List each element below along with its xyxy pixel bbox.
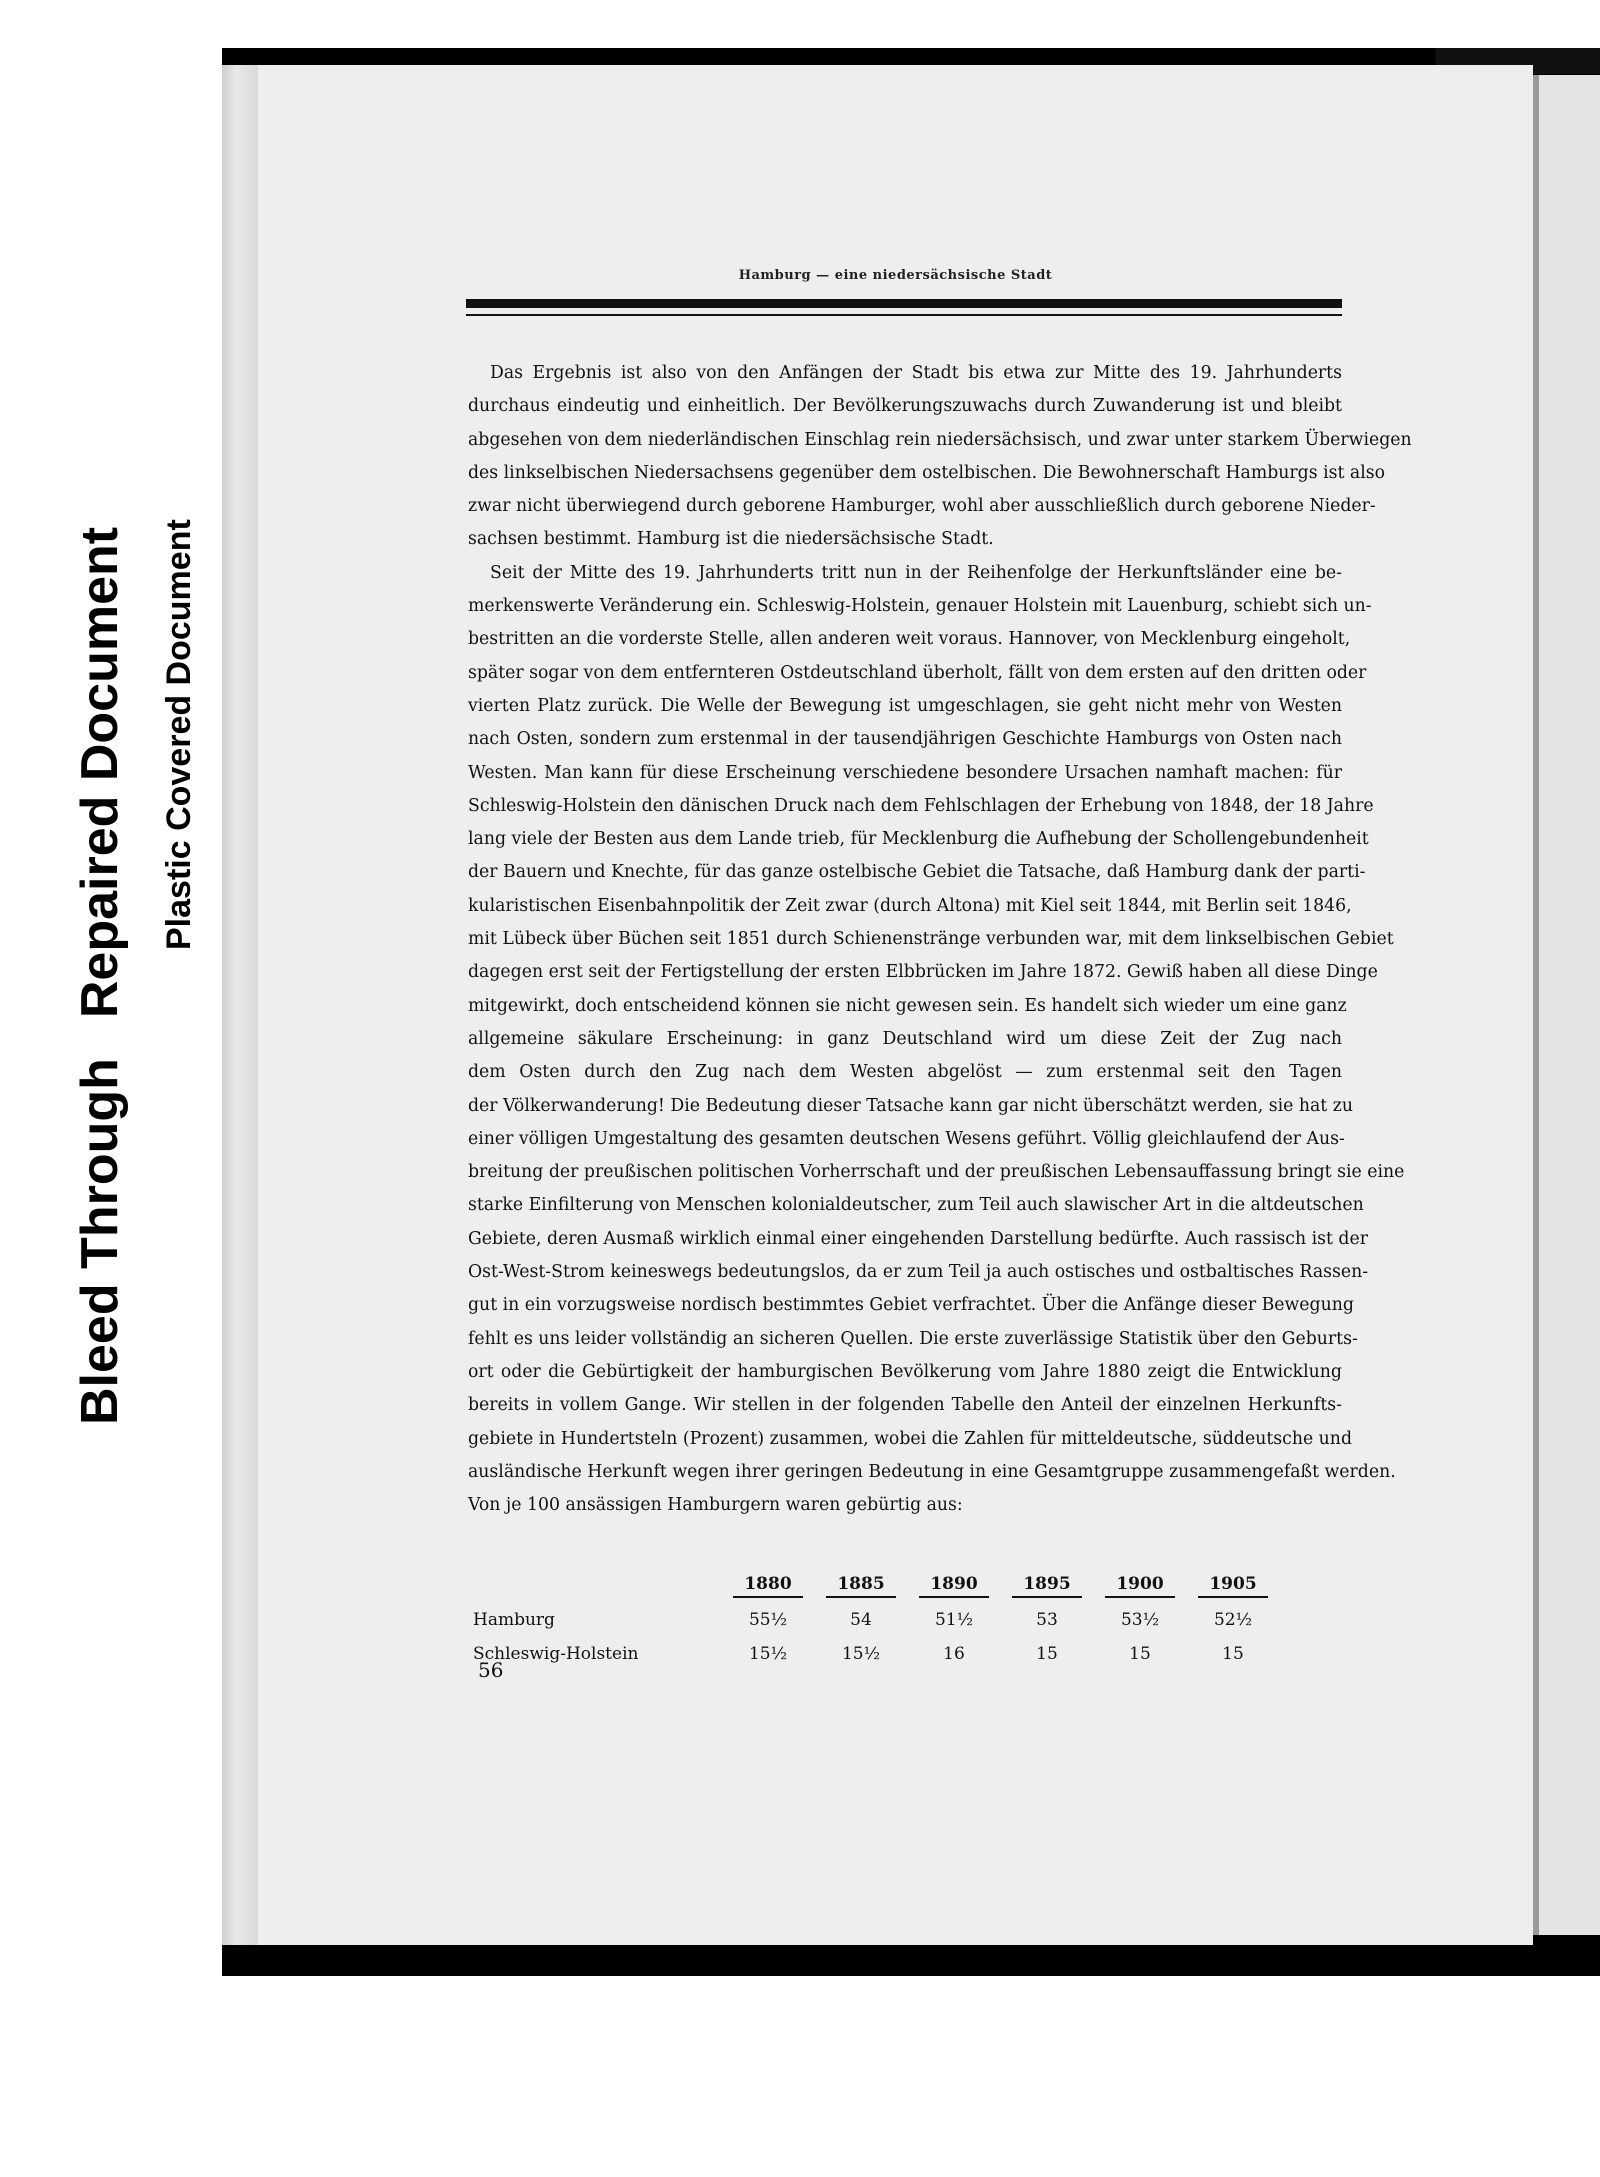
text-line: zwar nicht überwiegend durch geborene Hamburger, wohl aber ausschließlich durch geborene Nieder- — [468, 496, 1376, 517]
bleed-through-label: Bleed Through — [71, 1058, 129, 1425]
text-line: Von je 100 ansässigen Hamburgern waren gebürtig aus: — [468, 1495, 963, 1516]
text-line: dem Osten durch den Zug nach dem Westen abgelöst — zum erstenmal seit den Tagen — [468, 1062, 1342, 1083]
header-rule-thin — [466, 314, 1342, 316]
year-header: 1900 — [1105, 1574, 1175, 1598]
text-line: sachsen bestimmt. Hamburg ist die niedersächsische Stadt. — [468, 529, 994, 550]
text-line: bestritten an die vorderste Stelle, allen anderen weit voraus. Hannover, von Mecklenburg eingeholt, — [468, 629, 1351, 650]
text-line: der Bauern und Knechte, für das ganze ostelbische Gebiet die Tatsache, daß Hamburg dank der parti- — [468, 862, 1366, 883]
table-cell: 53 — [1036, 1610, 1058, 1630]
text-line: Seit der Mitte des 19. Jahrhunderts tritt nun in der Reihenfolge der Herkunftsländer eine be- — [490, 562, 1342, 583]
table-cell: 15½ — [841, 1644, 881, 1664]
text-line: ort oder die Gebürtigkeit der hamburgischen Bevölkerung vom Jahre 1880 zeigt die Entwicklung — [468, 1361, 1342, 1382]
page-stack-edge — [222, 65, 258, 1945]
repaired-document-label: Repaired Document — [71, 526, 129, 1019]
text-line: starke Einfilterung von Menschen kolonialdeutscher, zum Teil auch slawischer Art in die altdeutschen — [468, 1195, 1364, 1216]
text-line: vierten Platz zurück. Die Welle der Bewegung ist umgeschlagen, sie geht nicht mehr von Westen — [468, 695, 1342, 716]
book-page — [258, 65, 1533, 1945]
text-line: der Völkerwanderung! Die Bedeutung dieser Tatsache kann gar nicht überschätzt werden, sie hat zu — [468, 1095, 1353, 1116]
text-line: bereits in vollem Gange. Wir stellen in der folgenden Tabelle den Anteil der einzelnen Herkunfts- — [468, 1395, 1342, 1416]
text-line: merkenswerte Veränderung ein. Schleswig-Holstein, genauer Holstein mit Lauenburg, schiebt sich un- — [468, 596, 1372, 617]
text-line: fehlt es uns leider vollständig an sicheren Quellen. Die erste zuverlässige Statistik über den Geburts- — [468, 1328, 1358, 1349]
body-text — [468, 357, 1412, 1522]
text-line: allgemeine säkulare Erscheinung: in ganz Deutschland wird um diese Zeit der Zug nach — [468, 1028, 1342, 1049]
table-cell: 55½ — [748, 1610, 788, 1630]
year-header: 1905 — [1198, 1574, 1268, 1598]
text-line: Das Ergebnis ist also von den Anfängen der Stadt bis etwa zur Mitte des 19. Jahrhunderts — [490, 363, 1342, 383]
text-line: des linkselbischen Niedersachsens gegenüber dem ostelbischen. Die Bewohnerschaft Hamburgs ist also — [468, 462, 1386, 483]
text-line: mit Lübeck über Büchen seit 1851 durch Schienenstränge verbunden war, mit dem linkselbischen Gebiet — [468, 929, 1394, 950]
year-header: 1895 — [1012, 1574, 1082, 1598]
text-line: gebiete in Hundertsteln (Prozent) zusammen, wobei die Zahlen für mitteldeutsche, süddeutsche und — [468, 1428, 1353, 1449]
text-line: einer völligen Umgestaltung des gesamten deutschen Wesens geführt. Völlig gleichlaufend der Aus- — [468, 1128, 1345, 1149]
table-cell: 54 — [850, 1610, 872, 1630]
facing-page — [1533, 75, 1600, 1935]
text-line: kularistischen Eisenbahnpolitik der Zeit zwar (durch Altona) mit Kiel seit 1844, mit Berlin seit 1846, — [468, 895, 1352, 916]
text-line: später sogar von dem entfernteren Ostdeutschland überholt, fällt von dem ersten auf den dritten oder — [468, 662, 1367, 683]
page-number: 56 — [478, 1658, 504, 1682]
text-line: Gebiete, deren Ausmaß wirklich einmal einer eingehenden Darstellung bedürfte. Auch rassisch ist der — [468, 1228, 1368, 1249]
text-line: lang viele der Besten aus dem Lande trieb, für Mecklenburg die Aufhebung der Schollengebundenheit — [468, 829, 1369, 850]
side-label-primary — [70, 487, 130, 1425]
table-cell: 16 — [943, 1644, 965, 1664]
text-line: breitung der preußischen politischen Vorherrschaft und der preußischen Lebensauffassung bringt sie eine — [468, 1162, 1405, 1183]
table-cell: 15 — [1222, 1644, 1244, 1664]
table-cell: 51½ — [934, 1610, 974, 1630]
text-line: Westen. Man kann für diese Erscheinung verschiedene besondere Ursachen namhaft machen: für — [468, 762, 1342, 783]
text-line: mitgewirkt, doch entscheidend können sie nicht gewesen sein. Es handelt sich wieder um eine ganz — [468, 995, 1347, 1016]
text-line: ausländische Herkunft wegen ihrer geringen Bedeutung in eine Gesamtgruppe zusammengefaßt werden. — [468, 1461, 1396, 1482]
text-line: gut in ein vorzugsweise nordisch bestimmtes Gebiet verfrachtet. Über die Anfänge dieser Bewegung — [468, 1295, 1354, 1316]
table-cell: 15 — [1036, 1644, 1058, 1664]
table-cell: 15 — [1129, 1644, 1151, 1664]
table-cell: 15½ — [748, 1644, 788, 1664]
year-header: 1890 — [919, 1574, 989, 1598]
header-rule-thick — [466, 299, 1342, 308]
running-head: Hamburg — eine niedersächsische Stadt — [738, 268, 1053, 283]
text-line: Ost-West-Strom keineswegs bedeutungslos, da er zum Teil ja auch ostisches und ostbaltisches Rassen- — [468, 1262, 1369, 1283]
text-line: durchaus eindeutig und einheitlich. Der Bevölkerungszuwachs durch Zuwanderung ist und bleibt — [468, 396, 1342, 417]
table-row-label: Hamburg — [473, 1610, 555, 1630]
table-cell: 52½ — [1213, 1610, 1253, 1630]
text-line: dagegen erst seit der Fertigstellung der ersten Elbbrücken im Jahre 1872. Gewiß haben all diese Dinge — [468, 962, 1378, 983]
text-line: Schleswig-Holstein den dänischen Druck nach dem Fehlschlagen der Erhebung von 1848, der 18 Jahre — [468, 795, 1374, 816]
text-line: nach Osten, sondern zum erstenmal in der tausendjährigen Geschichte Hamburgs von Osten nach — [468, 729, 1342, 750]
side-label-secondary: Plastic Covered Document — [160, 519, 198, 950]
table-row-label: Schleswig-Holstein — [473, 1644, 639, 1664]
year-header: 1880 — [733, 1574, 803, 1598]
table-cell: 53½ — [1120, 1610, 1160, 1630]
text-line: abgesehen von dem niederländischen Einschlag rein niedersächsisch, und zwar unter starkem Überwiegen — [468, 429, 1412, 450]
year-header: 1885 — [826, 1574, 896, 1598]
